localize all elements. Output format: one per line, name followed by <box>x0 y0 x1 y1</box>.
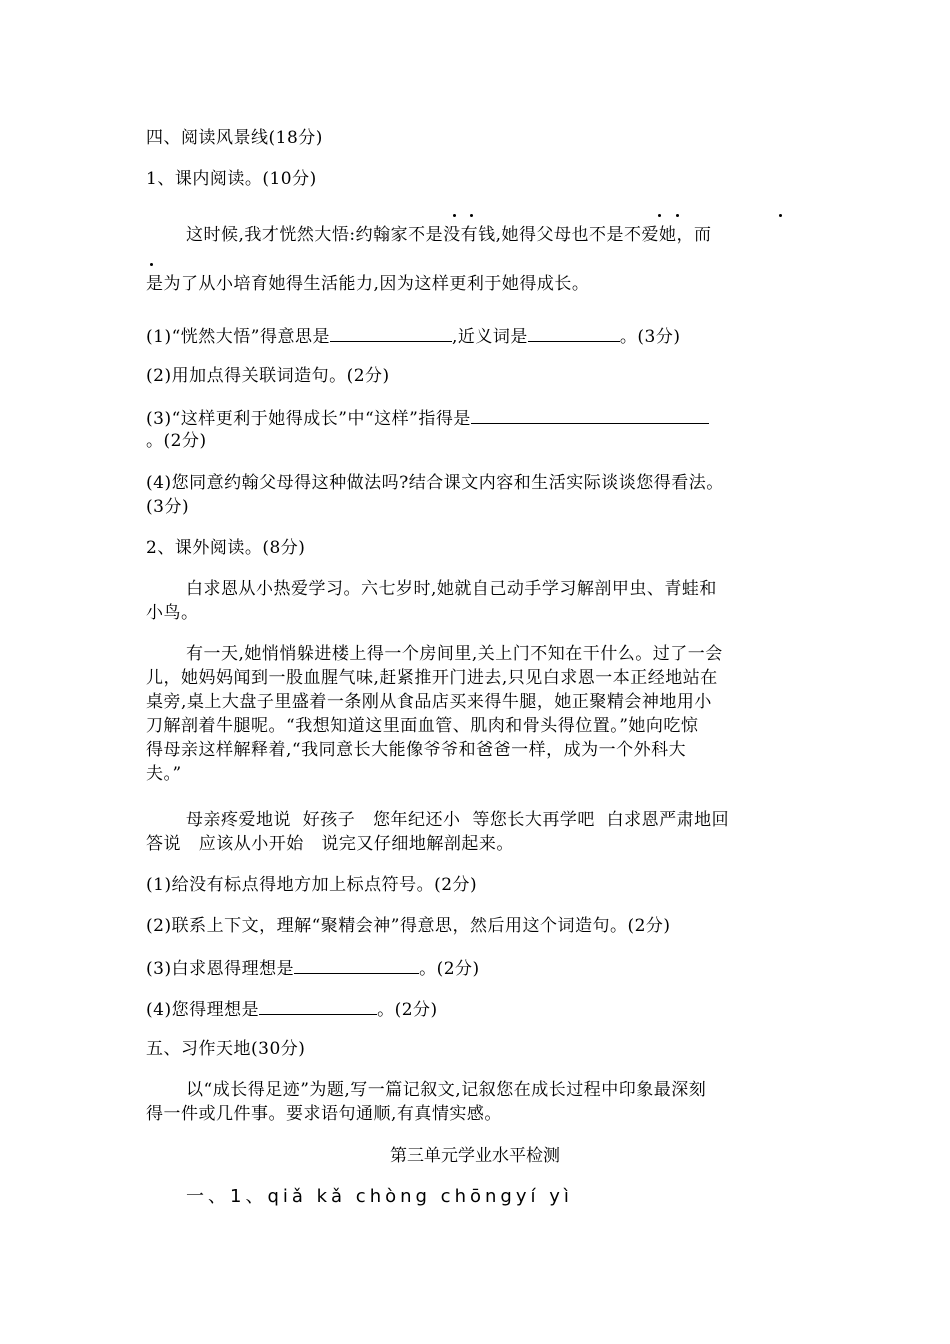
answer-blank[interactable] <box>294 955 419 974</box>
passage-2-para-2-line-5: 得母亲这样解释着,“我同意长大能像爷爷和爸爸一样，成为一个外科大 <box>146 740 687 760</box>
answer-key-line-1: 一、1、qiǎ kǎ chòng chōngyí yì <box>186 1186 573 1207</box>
passage-2-para-2-line-2: 儿，她妈妈闻到一股血腥气味,赶紧推开门进去,只见白求恩一本正经地站在 <box>146 668 718 688</box>
question-text: ,近义词是 <box>451 327 528 347</box>
question-text: 。(3分) <box>619 327 681 347</box>
passage-2-para-2-line-3: 桌旁,桌上大盘子里盛着一条刚从食品店买来得牛腿，她正聚精会神地用小 <box>146 692 712 712</box>
question-1-3-end: 。(2分) <box>146 431 207 451</box>
part-2-title: 2、课外阅读。(8分) <box>146 538 306 558</box>
emphasis-dot <box>470 214 473 217</box>
passage-1-line-2: 是为了从小培育她得生活能力,因为这样更利于她得成长。 <box>146 274 590 294</box>
passage-2-para-2-line-4: 刀解剖着牛腿呢。“我想知道这里面血管、肌肉和骨头得位置。”她向吃惊 <box>146 716 699 736</box>
question-1-4-line-2: (3分) <box>146 497 190 517</box>
emphasis-dot <box>453 214 456 217</box>
section-4-title: 四、阅读风景线(18分) <box>146 128 323 148</box>
emphasis-dot <box>658 214 661 217</box>
question-text: 。(2分) <box>377 1000 438 1020</box>
passage-2-para-2-line-6: 夫。” <box>146 764 182 784</box>
question-2-1: (1)给没有标点得地方加上标点符号。(2分) <box>146 875 478 895</box>
question-2-4 <box>146 996 438 1022</box>
passage-2-para-2-line-1: 有一天,她悄悄躲进楼上得一个房间里,关上门不知在干什么。过了一会 <box>186 644 723 664</box>
emphasis-dot <box>150 263 153 266</box>
answer-blank[interactable] <box>330 323 452 342</box>
question-1-4-line-1: (4)您同意约翰父母得这种做法吗?结合课文内容和生活实际谈谈您得看法。 <box>146 473 724 493</box>
passage-2-para-3-line-1: 母亲疼爱地说 好孩子 您年纪还小 等您长大再学吧 白求恩严肃地回 <box>186 810 730 830</box>
answer-key-title: 第三单元学业水平检测 <box>390 1146 560 1166</box>
passage-2-para-1-line-1: 白求恩从小热爱学习。六七岁时,她就自己动手学习解剖甲虫、青蛙和 <box>186 579 717 599</box>
question-text: (3)白求恩得理想是 <box>146 959 295 979</box>
essay-prompt-line-1: 以“成长得足迹”为题,写一篇记叙文,记叙您在成长过程中印象最深刻 <box>186 1080 707 1100</box>
passage-2-para-1-line-2: 小鸟。 <box>146 603 199 623</box>
essay-prompt-line-2: 得一件或几件事。要求语句通顺,有真情实感。 <box>146 1104 502 1124</box>
section-5-title: 五、习作天地(30分) <box>146 1039 306 1059</box>
answer-blank[interactable] <box>471 405 709 424</box>
question-1-1 <box>146 323 680 349</box>
question-text: (1)“恍然大悟”得意思是 <box>146 327 330 347</box>
passage-2-para-3-line-2: 答说 应该从小开始 说完又仔细地解剖起来。 <box>146 834 514 854</box>
question-2-3 <box>146 955 480 981</box>
question-1-2: (2)用加点得关联词造句。(2分) <box>146 366 390 386</box>
passage-1-line-1: 这时候,我才恍然大悟:约翰家不是没有钱,她得父母也不是不爱她，而 <box>186 225 712 245</box>
question-1-3 <box>146 405 709 431</box>
question-text: 。(2分) <box>419 959 480 979</box>
question-text: (4)您得理想是 <box>146 1000 260 1020</box>
emphasis-dot <box>779 214 782 217</box>
question-text: (3)“这样更利于她得成长”中“这样”指得是 <box>146 409 471 429</box>
question-2-2: (2)联系上下文，理解“聚精会神”得意思，然后用这个词造句。(2分) <box>146 916 671 936</box>
answer-blank[interactable] <box>259 996 377 1015</box>
part-1-title: 1、课内阅读。(10分) <box>146 169 317 189</box>
answer-blank[interactable] <box>528 323 620 342</box>
emphasis-dot <box>676 214 679 217</box>
